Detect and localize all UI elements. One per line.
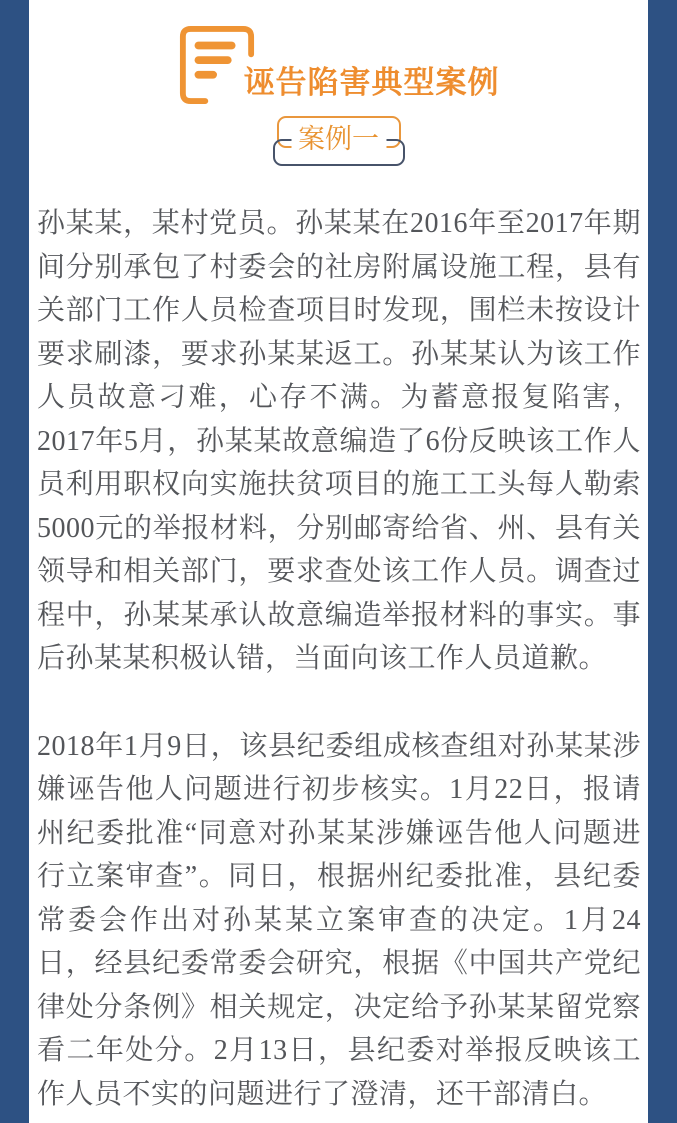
case-badge-label: 案例一 xyxy=(291,124,386,155)
page-title: 诬告陷害典型案例 xyxy=(243,64,500,101)
article-header xyxy=(29,22,648,104)
article-body xyxy=(29,202,648,1116)
paragraph-case-handling: 2018年1月9日，该县纪委组成核查组对孙某某涉嫌诬告他人问题进行初步核实。1月22日，报请州纪委批准“同意对孙某某涉嫌诬告他人问题进行立案审查”。同日，根据州纪委批准，县纪委常委会作出对孙某某立案审查的决定。1月24日，经县纪委常委会研究，根据《中国共产党纪律处分条例》相关规定，决定给予孙某某留党察看二年处分。2月13日，县纪委对举报反映该工作人员不实的问题进行了澄清，还干部清白。 xyxy=(37,730,641,1110)
case-badge xyxy=(273,116,405,166)
paragraph-case-facts: 孙某某，某村党员。孙某某在2016年至2017年期间分别承包了村委会的社房附属设施工程，县有关部门工作人员检查项目时发现，围栏未按设计要求刷漆，要求孙某某返工。孙某某认为该工作人员故意刁难，心存不满。为蓄意报复陷害，2017年5月，孙某某故意编造了6份反映该工作人员利用职权向实施扶贫项目的施工工头每人勒索5000元的举报材料，分别邮寄给省、州、县有关领导和相关部门，要求查处该工作人员。调查过程中，孙某某承认故意编造举报材料的事实。事后孙某某积极认错，当面向该工作人员道歉。 xyxy=(37,208,641,674)
document-lines-icon xyxy=(178,24,256,106)
